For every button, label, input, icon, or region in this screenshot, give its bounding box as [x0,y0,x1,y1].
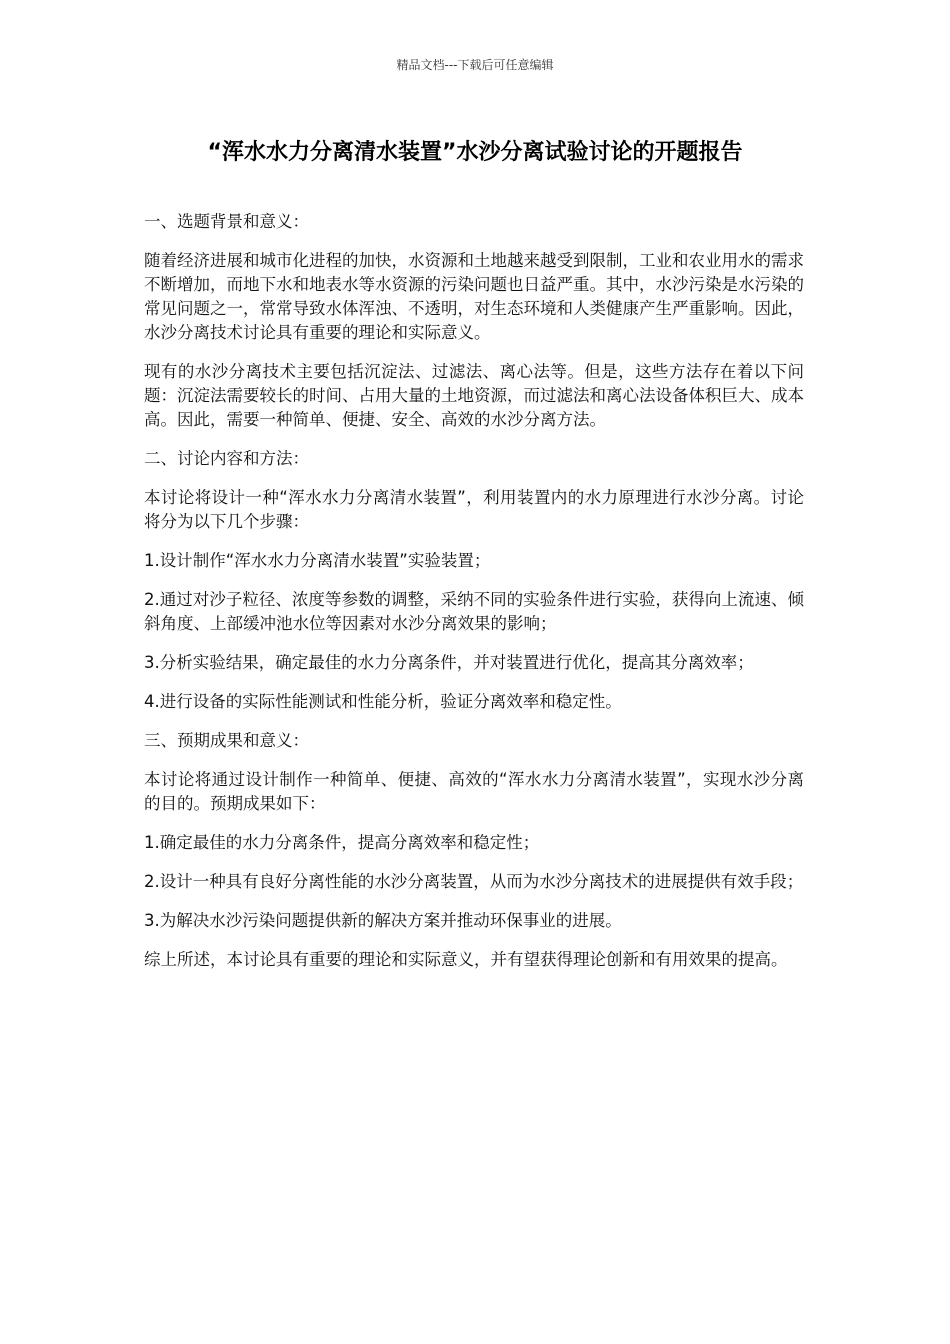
section-heading-content-methods: 二、讨论内容和方法： [144,449,309,468]
header-note: 精品文档---下载后可任意编辑 [396,58,554,72]
paragraph: 本讨论将通过设计制作一种简单、便捷、高效的“浑水水力分离清水装置”，实现水沙分离的目的。预期成果如下： [144,770,804,813]
list-item: 2.设计一种具有良好分离性能的水沙分离装置，从而为水沙分离技术的进展提供有效手段； [144,872,804,891]
list-item: 1.确定最佳的水力分离条件，提高分离效率和稳定性； [144,833,540,852]
document-body [144,210,804,987]
list-item: 4.进行设备的实际性能测试和性能分析，验证分离效率和稳定性。 [144,692,622,711]
list-item: 2.通过对沙子粒径、浓度等参数的调整，采纳不同的实验条件进行实验，获得向上流速、倾斜角度、上部缓冲池水位等因素对水沙分离效果的影响； [144,590,804,633]
paragraph: 本讨论将设计一种“浑水水力分离清水装置”，利用装置内的水力原理进行水沙分离。讨论将分为以下几个步骤： [144,488,804,531]
paragraph: 现有的水沙分离技术主要包括沉淀法、过滤法、离心法等。但是，这些方法存在着以下问题：沉淀法需要较长的时间、占用大量的土地资源，而过滤法和离心法设备体积巨大、成本高。因此，需要一种简单、便捷、安全、高效的水沙分离方法。 [144,362,804,429]
paragraph: 随着经济进展和城市化进程的加快，水资源和土地越来越受到限制，工业和农业用水的需求不断增加，而地下水和地表水等水资源的污染问题也日益严重。其中，水沙污染是水污染的常见问题之一，常常导致水体浑浊、不透明，对生态环境和人类健康产生严重影响。因此，水沙分离技术讨论具有重要的理论和实际意义。 [144,251,804,342]
section-heading-background: 一、选题背景和意义： [144,212,309,231]
list-item: 3.分析实验结果，确定最佳的水力分离条件，并对装置进行优化，提高其分离效率； [144,653,754,672]
document-title: “浑水水力分离清水装置”水沙分离试验讨论的开题报告 [207,140,743,165]
conclusion-paragraph: 综上所述，本讨论具有重要的理论和实际意义，并有望获得理论创新和有用效果的提高。 [144,950,788,969]
list-item: 1.设计制作“浑水水力分离清水装置”实验装置； [144,551,491,570]
list-item: 3.为解决水沙污染问题提供新的解决方案并推动环保事业的进展。 [144,911,622,930]
section-heading-expected-results: 三、预期成果和意义： [144,731,309,750]
